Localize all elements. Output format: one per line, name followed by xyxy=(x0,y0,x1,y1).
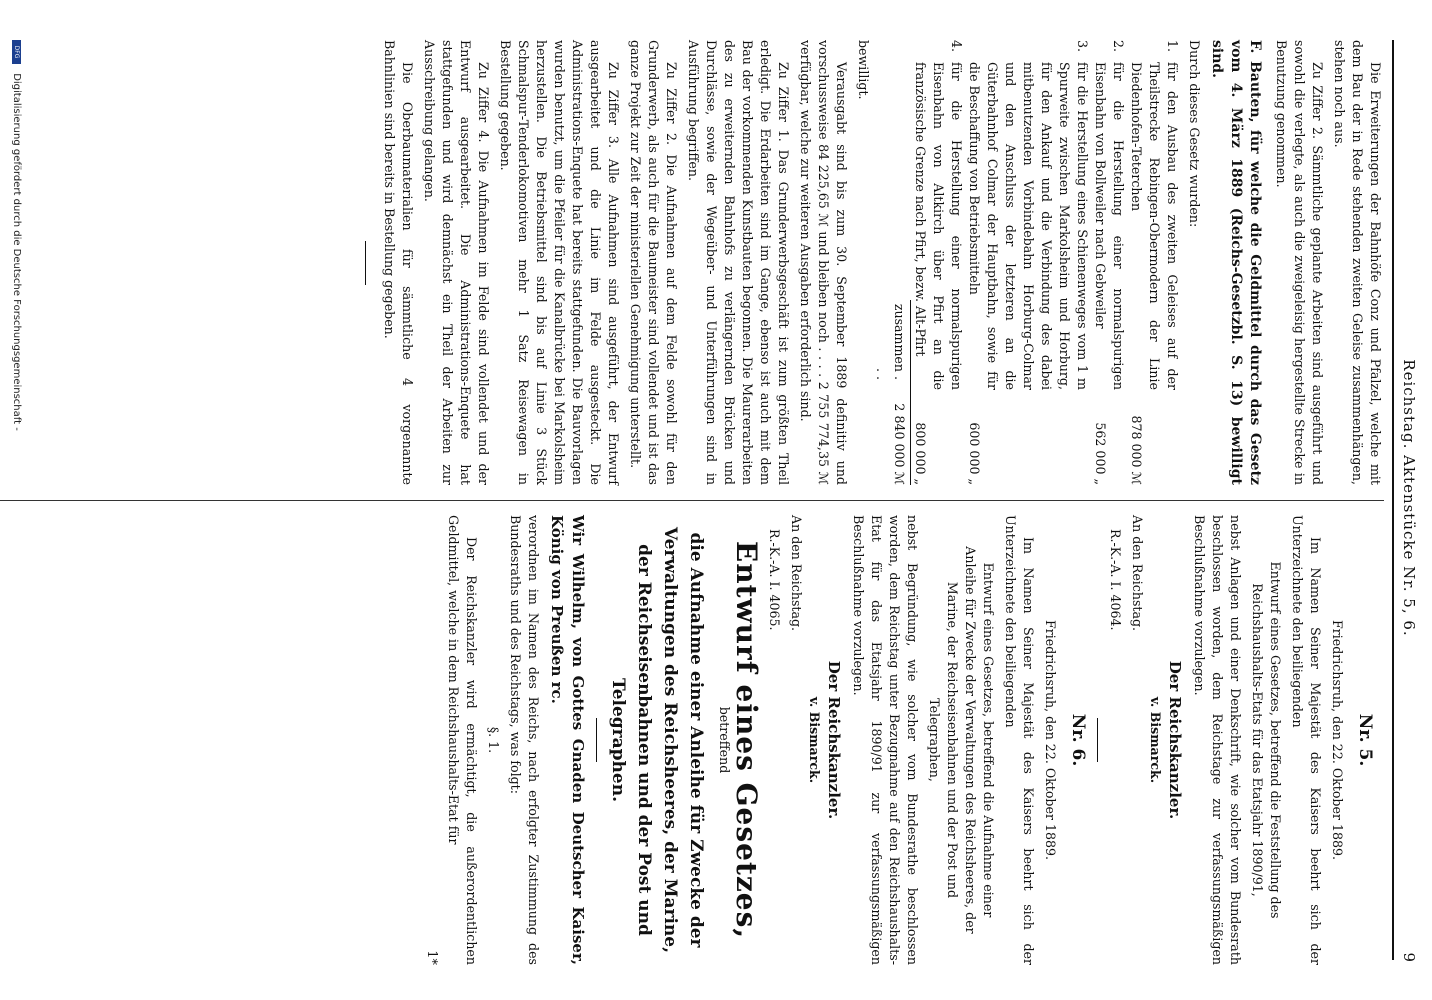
paragraph: nebst Anlagen und einer Denkschrift, wie solcher vom Bundesrath beschlossen worden, dem Reichstage zur verfassungsmäßigen Beschlußnahme vorzulegen. xyxy=(1192,515,1243,965)
paragraph: Im Namen Seiner Majestät des Kaisers beehrt sich der Unterzeichnete den beiliegenden xyxy=(1003,515,1036,965)
page-number: 9 xyxy=(1400,952,1418,962)
paragraph: Zu Ziffer 3. Alle Aufnahmen sind ausgeführt, der Entwurf ausgearbeitet und die Linie im Felde ausgesteckt. Die Administrations-Enquete hat bereits stattgefunden. Die Bauvorlagen wurden benutzt, um die Pfeiler für die Kanalbrücke bei Markolsheim herzustellen. Die Betriebsmittel sind bis auf Linie 3 Stück Schmalspur-Tenderlokomotiven mehr 1 Satz Reisewagen in Bestellung gegeben. xyxy=(498,40,621,485)
sum-row xyxy=(872,300,911,485)
paragraph: nebst Begründung, wie solcher vom Bundesrathe beschlossen worden, dem Reichstag unter Bezugnahme auf den Reichshaushalts-Etat für das Etatsjahr 1890/91 zur verfassungsmäßigen Beschlußnahme vorzulegen. xyxy=(851,515,920,965)
divider xyxy=(596,718,597,762)
budget-item xyxy=(1091,40,1127,485)
paragraph: Die Oberbaumaterialien für sämmtliche 4 vorgenannte Bahnlinien sind bereits in Bestellung gegeben. xyxy=(382,40,415,485)
section-mark: §. 1. xyxy=(486,726,501,754)
item-amount: 600 000 „ xyxy=(967,422,982,485)
item-number: 2. xyxy=(1111,40,1126,53)
item-text: für die Herstellung eines Schienenweges vom 1 m Spurweite zwischen Markolsheim und Horburg, für den Ankauf und die Verbindung des dabei mitbenutzenden Vorbindebahn Horburg-Colmar und den Anschluss der letzteren an die Güterbahnhof Colmar der Hauptbahn, sowie für die Beschaffung von Betriebsmitteln xyxy=(967,62,1090,390)
dateline: Friedrichsruh, den 22. Oktober 1889. xyxy=(1330,619,1345,861)
item-amount: 800 000 „ xyxy=(913,422,928,485)
paragraph: Zu Ziffer 4. Die Aufnahmen im Felde sind vollendet und der Entwurf ausgearbeitet. Die Administrations-Enquete hat stattgefunden und wird demnächst ein Theil der Arbeiten zur Ausschreibung gelangen. xyxy=(422,40,491,485)
paragraph: Im Namen Seiner Majestät des Kaisers beehrt sich der Unterzeichnete den beiliegenden xyxy=(1290,515,1323,965)
footer-text: Digitalisierung gefördert durch die Deutsche Forschungsgemeinschaft - xyxy=(11,73,22,431)
after-sum-text: bewilligt. xyxy=(856,40,871,100)
item-number: 3. xyxy=(1075,40,1090,53)
running-header xyxy=(1392,26,1418,970)
draft-law-title: Entwurf eines Gesetzes, xyxy=(730,540,763,940)
right-column xyxy=(422,515,1384,965)
paragraph: Der Reichskanzler wird ermächtigt, die außerordentlichen Geldmittel, welche in dem Reichshaushalts-Etat für xyxy=(446,515,479,965)
bill-title: Entwurf eines Gesetzes, betreffend die Feststellung des Reichshaushalts-Etats für das Etatsjahr 1890/91, xyxy=(1250,561,1283,919)
digitization-footer xyxy=(11,40,22,960)
paragraph: Zu Ziffer 2. Die Aufnahmen auf dem Felde sowohl für den Grunderwerb, als auch für die Baumeister sind vollendet und ist das ganze Projekt zur Zeit der ministeriellen Genehmigung unterstellt. xyxy=(628,40,679,485)
dfg-logo-icon: DFG xyxy=(13,40,22,64)
draft-law-subject: die Aufnahme einer Anleihe für Zwecke der Verwaltungen des Reichsheeres, der Marine, der Reichseisenbahnen und der Post und Telegraphen. xyxy=(608,526,706,954)
divider xyxy=(365,241,366,285)
item-number: 4. xyxy=(949,40,964,53)
enactment-clause: verordnen im Namen des Reichs, nach erfolgter Zustimmung des Bundesraths und des Reichstags, was folgt: xyxy=(508,515,541,965)
addressee: An den Reichstag. xyxy=(1130,515,1145,632)
item-number: 1. xyxy=(1165,40,1180,53)
item-text: für die Herstellung einer normalspurigen Eisenbahn von Altkirch über Pfirt an die französische Grenze nach Pfirt, bezw. Alt-Pfirt xyxy=(913,62,964,390)
signature-name: v. Bismarck. xyxy=(1148,696,1163,784)
column-separator xyxy=(0,500,1384,501)
intro-text: Durch dieses Gesetz wurden: xyxy=(1187,40,1202,228)
signature-name: v. Bismarck. xyxy=(807,696,822,784)
sheet-signature: 1* xyxy=(424,950,439,965)
header-title: Reichstag. Aktenstücke Nr. 5, 6. xyxy=(1400,359,1418,637)
item-amount: 562 000 „ xyxy=(1093,422,1108,485)
bill-title: Entwurf eines Gesetzes, betreffend die Aufnahme einer Anleihe für Zwecke der Verwaltungen des Reichsheeres, der Marine, der Reichseisenbahnen und der Post und Telegraphen, xyxy=(927,546,996,934)
signature-title: Der Reichskanzler. xyxy=(1166,660,1184,820)
item-text: für die Herstellung einer normalspurigen Eisenbahn von Bollweiler nach Gebweiler xyxy=(1093,62,1126,390)
sum-amount: 2 840 000 ℳ xyxy=(892,403,907,485)
left-column xyxy=(357,40,1384,485)
sum-label: zusammen . . . xyxy=(874,303,907,380)
draft-law-subtitle: betreffend xyxy=(717,706,732,774)
signature-title: Der Reichskanzler. xyxy=(825,660,843,820)
item-text: für den Ausbau des zweiten Geleises auf der Theilstrecke Rebingen-Obermodern der Linie Diedenhofen-Teterchen xyxy=(1129,62,1180,390)
budget-item xyxy=(911,40,965,485)
document-number-5: Nr. 5. xyxy=(1355,713,1375,767)
paragraph: Zu Ziffer 1. Das Grunderwerbsgeschäft ist zum größten Theil erledigt. Die Erdarbeiten sind im Gange, ebenso ist auch mit dem Bau der vorkommenden Kunstbauten begonnen. Die Maurerarbeiten des zu erweiternden Bahnhofs zu verlängernden Brücken und Durchlässe, sowie der Wegeüber- und Unterführungen sind in Ausführung begriffen. xyxy=(686,40,791,485)
header-rule xyxy=(1392,40,1394,960)
royal-preamble: Wir Wilhelm, von Gottes Gnaden Deutscher Kaiser, König von Preußen rc. xyxy=(548,515,587,965)
document-number-6: Nr. 6. xyxy=(1068,713,1088,767)
paragraph: Zu Ziffer 2. Sämmtliche geplante Arbeiten sind ausgeführt und sowohl die verlegte, als auch die zweigeleisig hergestellte Strecke in Benutzung genommen. xyxy=(1274,40,1325,485)
paragraph: Verausgabt sind bis zum 30. September 1889 definitiv und vorschussweise 84 225,65 ℳ und bleiben noch . . . . 2 755 774,35 ℳ verfügbar, welche zur weiteren Ausgaben erforderlich sind. xyxy=(798,40,849,485)
reference-number: R.-K.-A. I. 4064. xyxy=(1108,529,1123,631)
reference-number: R.-K.-A. I. 4065. xyxy=(767,529,782,631)
section-heading-f: F. Bauten, für welche die Geldmittel durch das Gesetz vom 4. März 1889 (Reichs-Gesetzbl. S. 13) bewilligt sind. xyxy=(1209,40,1263,485)
divider xyxy=(1097,718,1098,762)
addressee: An den Reichstag. xyxy=(789,515,804,632)
item-amount: 878 000 ℳ xyxy=(1129,415,1144,485)
budget-item xyxy=(965,40,1091,485)
paragraph: Die Erweiterungen der Bahnhöfe Conz und Pfalzel, welche mit dem Bau der in Rede stehenden zweiten Geleise zusammenhängen, stehen noch aus. xyxy=(1332,40,1383,485)
budget-item xyxy=(1127,40,1181,485)
dateline: Friedrichsruh, den 22. Oktober 1889. xyxy=(1043,619,1058,861)
